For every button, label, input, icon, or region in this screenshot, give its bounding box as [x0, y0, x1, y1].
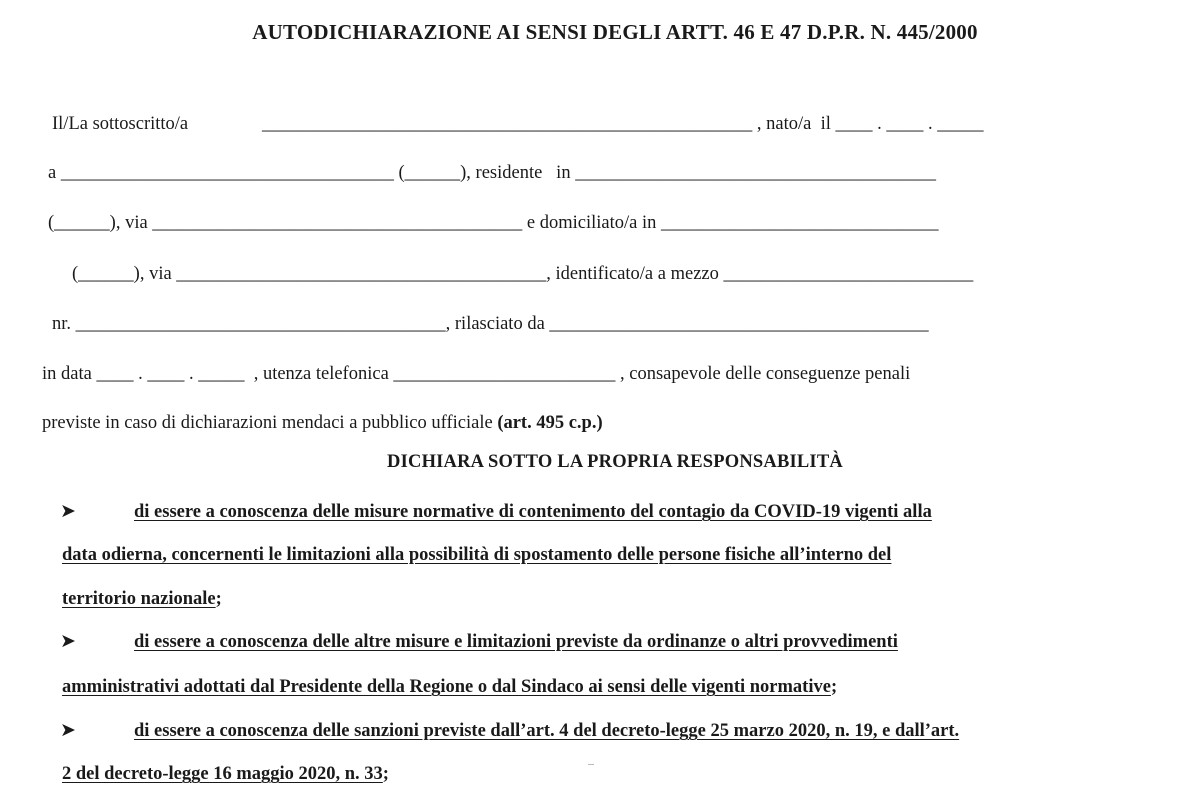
form-line-birthplace-residence: a ____________________________________ (______), residente in _______________________________________ [48, 163, 936, 183]
form-line-label-sottoscritto: Il/La sottoscritto/a [52, 114, 189, 134]
arrowhead-bullet-icon: ➤ [60, 500, 76, 522]
bullet-1-line-3: territorio nazionale; [62, 589, 222, 609]
form-line-name-birthdate: _____________________________________________________ , nato/a il ____ . ____ . _____ [262, 114, 984, 134]
form-line-residence-street: (______), via ________________________________________ e domiciliato/a in ______________________________ [48, 213, 939, 233]
declaration-heading: DICHIARA SOTTO LA PROPRIA RESPONSABILITÀ [387, 452, 843, 472]
form-line-date-phone: in data ____ . ____ . _____ , utenza telefonica ________________________ , consapevole delle conseguenze penali [42, 364, 911, 384]
form-line-document-number: nr. ________________________________________, rilasciato da _________________________________________ [52, 314, 929, 334]
penal-notice-text: previste in caso di dichiarazioni mendaci a pubblico ufficiale [42, 413, 498, 433]
bullet-1-line-2: data odierna, concernenti le limitazioni alla possibilità di spostamento delle persone fisiche all’interno del [62, 545, 892, 565]
form-line-domicile-street: (______), via ________________________________________, identificato/a a mezzo ___________________________ [72, 264, 974, 284]
bullet-1-line-1: di essere a conoscenza delle misure normative di contenimento del contagio da COVID-19 vigenti alla [134, 502, 932, 522]
arrowhead-bullet-icon: ➤ [60, 630, 76, 652]
bullet-3-line-1: di essere a conoscenza delle sanzioni previste dall’art. 4 del decreto-legge 25 marzo 2020, n. 19, e dall’art. [134, 721, 960, 741]
document-title: AUTODICHIARAZIONE AI SENSI DEGLI ARTT. 46 E 47 D.P.R. N. 445/2000 [252, 20, 978, 44]
article-reference: (art. 495 c.p.) [497, 413, 603, 433]
bullet-2-line-1: di essere a conoscenza delle altre misure e limitazioni previste da ordinanze o altri provvedimenti [134, 632, 898, 652]
scan-speck [588, 764, 594, 765]
form-line-penal-notice [42, 414, 603, 433]
arrowhead-bullet-icon: ➤ [60, 719, 76, 741]
bullet-3-line-2: 2 del decreto-legge 16 maggio 2020, n. 33; [62, 764, 389, 784]
bullet-2-line-2: amministrativi adottati dal Presidente della Regione o dal Sindaco ai sensi delle vigenti normative; [62, 677, 838, 697]
